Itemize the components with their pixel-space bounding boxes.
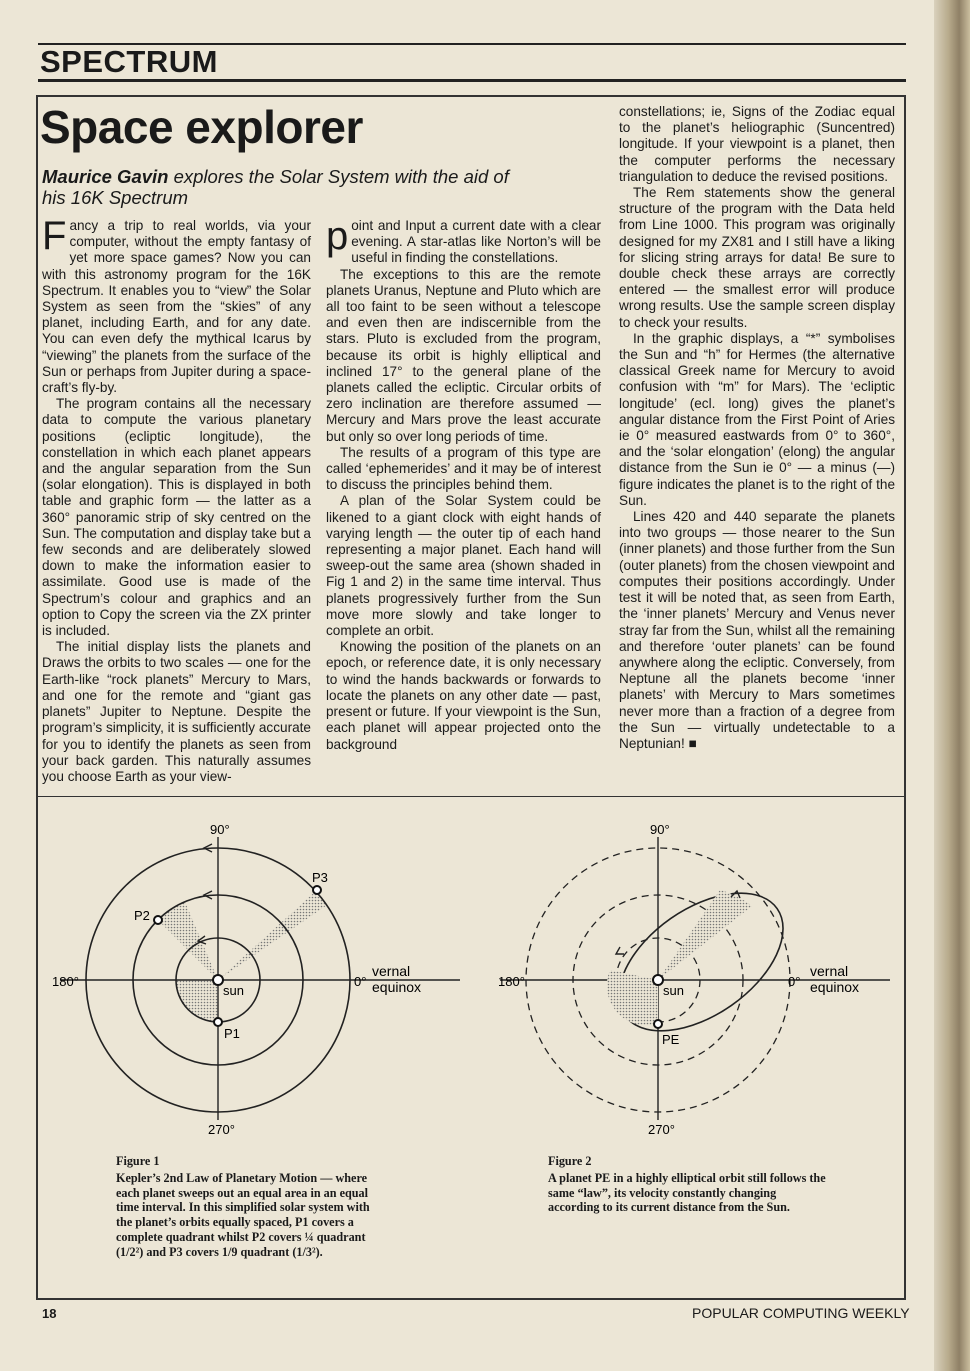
label-p1: P1 bbox=[224, 1026, 240, 1041]
label-pe: PE bbox=[662, 1032, 680, 1047]
paragraph: In the graphic displays, a “*” symbolises the Sun and “h” for Hermes (the alternative classical Greek name for Mercury to avoid confusion with “m” for Mars). The ‘ecliptic longitude’ (ecl. long) gives the planet’s angular distance from the First Point of Aries ie 0° measured eastwards from 0° to 360°, and the ‘solar elongation’ (elong) the angular distance from the Sun ie 0° — a minus (—) figure indicates the planet is to the right of the Sun. bbox=[619, 330, 895, 508]
text-column-3 bbox=[619, 104, 895, 752]
section-rule bbox=[38, 79, 906, 82]
p1-marker bbox=[214, 1018, 222, 1026]
text-column-2 bbox=[326, 214, 601, 753]
p2-swept-area bbox=[158, 902, 218, 980]
figure-1-caption-text: Kepler’s 2nd Law of Planetary Motion — where each planet sweeps out an equal area in an equal time interval. In this simplified solar system with the planet’s orbits equally spaced, P1 covers a complete quadrant whilst P2 covers ¼ quadrant (1/2²) and P3 covers 1/9 quadrant (1/3²). bbox=[116, 1170, 370, 1259]
label-90: 90° bbox=[650, 822, 670, 837]
paragraph: The Rem statements show the general structure of the program with the Data held from Line 1000. This program was originally designed for my ZX81 and I still have a liking for slicing string arrays for data! Be sure to double check these arrays are correctly entered — the smallest error will produce wrong results. Use the sample screen display to check your results. bbox=[619, 185, 895, 330]
arrow-icon bbox=[616, 947, 624, 954]
figure-2-caption-text: A planet PE in a highly elliptical orbit still follows the same “law”, its velocity constantly changing according to its current distance from the Sun. bbox=[548, 1170, 826, 1215]
paragraph: The exceptions to this are the remote planets Uranus, Neptune and Pluto which are all too faint to be seen without a telescope and even then are indiscernible from the stars. Pluto is excluded from the program, because its orbit is highly elliptical and inclined 17° to the general plane of the planets called the ecliptic. Circular orbits of zero inclination are therefore assumed — Mercury and Mars prove the least accurate but only so over long periods of time. bbox=[326, 266, 601, 444]
figure-1-number: Figure 1 bbox=[116, 1154, 160, 1168]
label-vernal: vernal bbox=[372, 963, 411, 979]
paragraph: The initial display lists the planets and Draws the orbits to two scales — one for the Earth-like “rock planets” Mercury to Mars, and one for the remote and “giant gas planets” Jupiter to Neptune. Despite the program’s simplicity, it is sufficiently accurate for you to identify the planets as seen from your back garden. This naturally assumes you choose Earth as your view- bbox=[42, 639, 311, 784]
figure-divider bbox=[38, 796, 904, 797]
paragraph: Knowing the position of the planets on an epoch, or reference date, it is only necessary to wind the hands backwards or forwards to locate the planets on any other date — past, present or future. If your viewpoint is the Sun, each planet will appear projected onto the background bbox=[326, 639, 601, 752]
label-p2: P2 bbox=[134, 908, 150, 923]
label-p3: P3 bbox=[312, 870, 328, 885]
paragraph: A plan of the Solar System could be likened to a giant clock with eight hands of varying length — the outer tip of each hand representing a major planet. Each hand will sweep-out the same area (shown shaded in Fig 1 and 2) in the same time interval. Thus planets progressively further from the Sun move more slowly and take longer to complete an orbit. bbox=[326, 493, 601, 639]
figure-1-diagram bbox=[50, 812, 470, 1142]
label-270: 270° bbox=[208, 1122, 235, 1137]
byline bbox=[42, 166, 522, 208]
section-heading: SPECTRUM bbox=[40, 44, 218, 79]
figure-1-caption bbox=[116, 1154, 388, 1260]
article-title: Space explorer bbox=[40, 101, 363, 153]
label-equinox: equinox bbox=[810, 979, 860, 995]
figure-2-caption bbox=[548, 1154, 826, 1215]
label-90: 90° bbox=[210, 822, 230, 837]
paragraph: Fancy a trip to real worlds, via your computer, without the empty fantasy of yet more space games? Now you can with this astronomy program for the 16K Spectrum. It enables you to “view” the Solar System as seen from the “skies” of any planet, including Earth, and for any date. You can even defy the mythical Icarus by “viewing” the planets from the surface of the Sun or perhaps from Jupiter during a space-craft’s fly-by. bbox=[42, 214, 311, 396]
figure-2-number: Figure 2 bbox=[548, 1154, 592, 1168]
paragraph: constellations; ie, Signs of the Zodiac equal to the planet’s heliographic (Suncentred) longitude. If your viewpoint is a planet, then the computer performs the necessary triangulation to deduce the revised positions. bbox=[619, 104, 895, 184]
elliptical-orbit bbox=[594, 865, 807, 1059]
p2-marker bbox=[154, 916, 162, 924]
swept-area bbox=[607, 970, 658, 1026]
label-180: 180° bbox=[498, 974, 525, 989]
paragraph: The results of a program of this type are called ‘ephemerides’ and it may be of interest to discuss the principles behind them. bbox=[326, 444, 601, 493]
label-0: 0° bbox=[354, 974, 367, 989]
paragraph: point and Input a current date with a clear evening. A star-atlas like Norton’s will be useful in finding the constellations. bbox=[326, 214, 601, 266]
label-vernal: vernal bbox=[810, 963, 849, 979]
label-sun: sun bbox=[663, 983, 684, 998]
byline-author: Maurice Gavin bbox=[42, 166, 169, 187]
label-equinox: equinox bbox=[372, 979, 422, 995]
label-180: 180° bbox=[52, 974, 79, 989]
pe-marker bbox=[654, 1020, 662, 1028]
magazine-spine bbox=[934, 0, 970, 1371]
swept-area bbox=[658, 890, 752, 980]
label-0: 0° bbox=[788, 974, 801, 989]
paragraph: The program contains all the necessary data to compute the various planetary positions (ecliptic longitude), the constellation in which each planet appears and the angular separation from the Sun (solar elongation). This is displayed in both table and graphic form — the latter as a 360° panoramic strip of sky centred on the Sun. The computation and display take but a few seconds and are deliberately slowed down to make the information easier to assimilate. Good use is made of the Spectrum’s colour and graphics and an option to Copy the screen via the ZX printer is included. bbox=[42, 396, 311, 639]
page-number: 18 bbox=[42, 1306, 57, 1321]
paragraph: Lines 420 and 440 separate the planets into two groups — those nearer to the Sun (inner planets) and those further from the Sun (outer planets) from the chosen viewpoint and computes their positions accordingly. Under test it will be noted that, as seen from Earth, the ‘inner planets’ Mercury and Venus never stray far from the Sun, whilst all the remaining and therefore ‘outer planets’ can be found anywhere along the ecliptic. Conversely, from Neptune all the planets become ‘inner planets’ with Mercury to Mars sometimes never more than a fraction of a degree from the Sun — virtually undetectable to a Neptunian! ■ bbox=[619, 509, 895, 751]
figure-2-diagram bbox=[490, 812, 900, 1142]
p3-swept-area bbox=[218, 890, 327, 980]
text-column-1 bbox=[42, 214, 311, 785]
p3-marker bbox=[313, 886, 321, 894]
sun-marker bbox=[653, 975, 663, 985]
label-sun: sun bbox=[223, 983, 244, 998]
byline-rest: explores the Solar System with the aid of his 16K Spectrum bbox=[42, 166, 509, 208]
sun-marker bbox=[213, 975, 223, 985]
label-270: 270° bbox=[648, 1122, 675, 1137]
magazine-name: POPULAR COMPUTING WEEKLY bbox=[692, 1305, 910, 1321]
